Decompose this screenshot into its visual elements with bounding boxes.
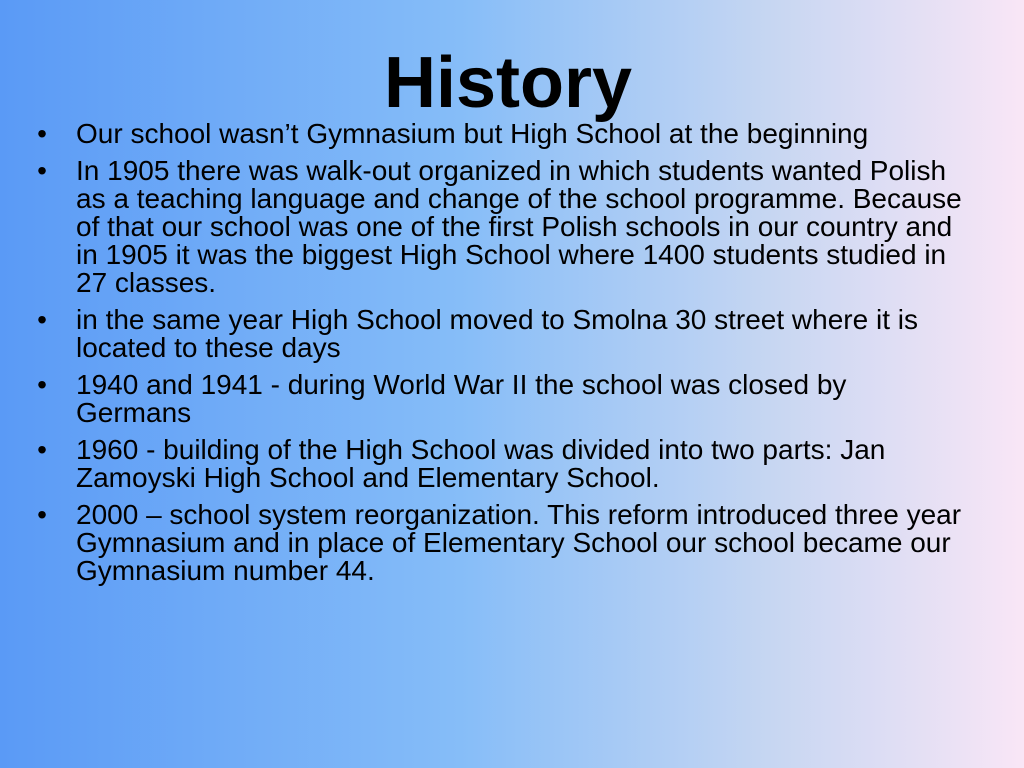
- bullet-text: 2000 – school system reorganization. This reform introduced three year Gymnasium and in place of Elementary School our school became our Gymnasium number 44.: [76, 499, 962, 586]
- bullet-item: [28, 157, 968, 297]
- bullet-dot-icon: •: [37, 155, 47, 186]
- bullet-item: [28, 501, 968, 585]
- bullet-list: [28, 120, 968, 594]
- bullet-dot-icon: •: [37, 118, 47, 149]
- slide-title: History: [383, 43, 633, 123]
- bullet-text: Our school wasn’t Gymnasium but High School at the beginning: [76, 118, 869, 149]
- bullet-item: [28, 436, 968, 492]
- bullet-text: in the same year High School moved to Smolna 30 street where it is located to these days: [76, 304, 918, 363]
- bullet-dot-icon: •: [37, 499, 47, 530]
- bullet-item: [28, 371, 968, 427]
- bullet-item: [28, 120, 968, 148]
- bullet-dot-icon: •: [37, 434, 47, 465]
- bullet-text: 1960 - building of the High School was divided into two parts: Jan Zamoyski High School and Elementary School.: [76, 434, 886, 493]
- bullet-dot-icon: •: [37, 369, 47, 400]
- bullet-text: In 1905 there was walk-out organized in which students wanted Polish as a teaching language and change of the school programme. Because of that our school was one of the first Polish schools in our country and in 1905 it was the biggest High School where 1400 students studied in 27 classes.: [76, 155, 962, 298]
- bullet-text: 1940 and 1941 - during World War II the school was closed by Germans: [76, 369, 847, 428]
- bullet-item: [28, 306, 968, 362]
- bullet-dot-icon: •: [37, 304, 47, 335]
